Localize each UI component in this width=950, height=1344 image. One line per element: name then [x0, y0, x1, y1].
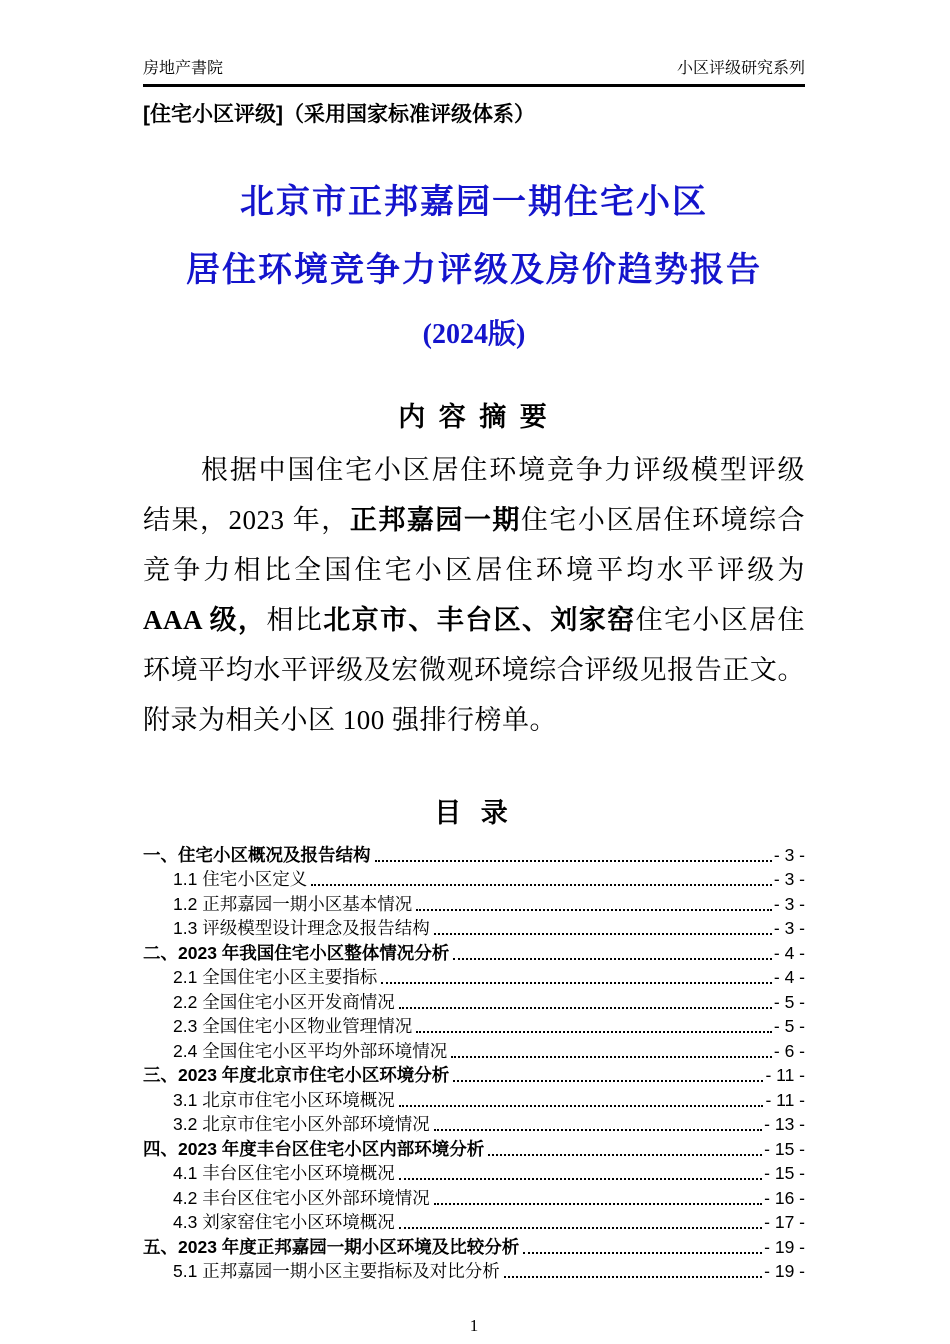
toc-item — [143, 1184, 805, 1209]
toc-item-label: 3.1 北京市住宅小区环境概况 — [173, 1089, 395, 1110]
toc-leader-dots — [453, 1080, 763, 1082]
toc-item — [143, 988, 805, 1013]
toc-item — [143, 866, 805, 891]
toc-leader-dots — [399, 1227, 762, 1229]
toc-item-label: 4.1 丰台区住宅小区环境概况 — [173, 1163, 395, 1183]
report-title-line1: 北京市正邦嘉园一期住宅小区 — [240, 184, 708, 221]
toc-page-number: - 15 - — [764, 1163, 805, 1183]
toc-page-number: - 13 - — [764, 1114, 805, 1134]
toc-page-number: - 4 - — [773, 942, 805, 963]
toc-item-label: 2.2 全国住宅小区开发商情况 — [173, 991, 395, 1012]
toc-item — [143, 1037, 805, 1062]
toc-item — [143, 841, 805, 866]
summary-text: 住宅小区居住环境综合竞争力相比全国住宅小区居住环境平均水平评级为 — [143, 505, 806, 585]
toc-leader-dots — [504, 1276, 762, 1278]
toc-item-label: 三、2023 年度北京市住宅小区环境分析 — [143, 1065, 450, 1085]
toc-leader-dots — [434, 933, 772, 935]
report-type-line: [住宅小区评级]（采用国家标准评级体系） — [143, 103, 535, 126]
toc-item-label: 4.2 丰台区住宅小区外部环境情况 — [173, 1187, 430, 1208]
toc-item — [143, 890, 805, 915]
toc-leader-dots — [399, 1007, 772, 1009]
toc-leader-dots — [523, 1252, 762, 1254]
toc-item — [143, 1086, 805, 1111]
toc-item — [143, 1258, 805, 1283]
toc-page-number: - 11 - — [765, 1065, 805, 1085]
toc-item-label: 2.3 全国住宅小区物业管理情况 — [173, 1016, 413, 1036]
report-title-line2: 居住环境竞争力评级及房价趋势报告 — [186, 252, 762, 289]
toc-item — [143, 915, 805, 940]
toc-item — [143, 1062, 805, 1087]
toc-leader-dots — [311, 884, 772, 886]
toc-item-label: 1.3 评级模型设计理念及报告结构 — [173, 918, 430, 938]
toc-list — [143, 841, 805, 1282]
toc-item — [143, 1135, 805, 1160]
toc-item-label: 一、住宅小区概况及报告结构 — [143, 844, 371, 865]
toc-leader-dots — [416, 909, 772, 911]
toc-item-label: 二、2023 年我国住宅小区整体情况分析 — [143, 942, 450, 963]
toc-leader-dots — [451, 1056, 772, 1058]
summary-bold-text: AAA 级， — [143, 605, 267, 635]
summary-text: 住宅小区居住环境平均水平评级及宏微观环境综合评级见报告正文。附录为相关小区 100 强排行榜单。 — [143, 605, 806, 735]
toc-page-number: - 6 - — [773, 1040, 805, 1061]
toc-heading: 目 录 — [434, 798, 514, 828]
toc-item-label: 2.1 全国住宅小区主要指标 — [173, 967, 378, 987]
summary-text: 根据中国住宅小区居住环境竞争力评级模型评级结果，2023 年， — [143, 455, 805, 535]
toc-item-label: 1.1 住宅小区定义 — [173, 869, 308, 889]
toc-leader-dots — [434, 1203, 762, 1205]
toc-item — [143, 1160, 805, 1185]
toc-page-number: - 19 - — [764, 1236, 805, 1257]
toc-page-number: - 3 - — [773, 918, 805, 938]
toc-item — [143, 964, 805, 989]
toc-leader-dots — [399, 1178, 762, 1180]
toc-item-label: 四、2023 年度丰台区住宅小区内部环境分析 — [143, 1138, 485, 1159]
report-title-edition: (2024版) — [422, 319, 526, 350]
toc-item-label: 1.2 正邦嘉园一期小区基本情况 — [173, 893, 413, 914]
summary-bold-text: 正邦嘉园一期 — [349, 505, 521, 535]
header-left-text: 房地产書院 — [143, 60, 224, 77]
toc-page-number: - 16 - — [764, 1187, 805, 1208]
toc-leader-dots — [488, 1154, 762, 1156]
toc-item-label: 3.2 北京市住宅小区外部环境情况 — [173, 1114, 430, 1134]
toc-item-label: 2.4 全国住宅小区平均外部环境情况 — [173, 1040, 448, 1061]
toc-page-number: - 3 - — [773, 869, 805, 889]
running-header — [143, 58, 805, 87]
toc-item-label: 5.1 正邦嘉园一期小区主要指标及对比分析 — [173, 1261, 500, 1281]
toc-item-label: 4.3 刘家窑住宅小区环境概况 — [173, 1212, 395, 1232]
toc-page-number: - 4 - — [773, 967, 805, 987]
toc-leader-dots — [416, 1031, 772, 1033]
toc-item — [143, 1209, 805, 1234]
header-right-text: 小区评级研究系列 — [676, 60, 805, 77]
toc-page-number: - 5 - — [773, 1016, 805, 1036]
toc-page-number: - 19 - — [764, 1261, 805, 1281]
toc-page-number: - 5 - — [773, 991, 805, 1012]
toc-page-number: - 15 - — [764, 1138, 805, 1159]
footer-page-number: 1 — [469, 1316, 479, 1335]
toc-leader-dots — [375, 860, 772, 862]
toc-item — [143, 1233, 805, 1258]
toc-leader-dots — [453, 958, 772, 960]
toc-leader-dots — [399, 1105, 764, 1107]
toc-item — [143, 1013, 805, 1038]
toc-item — [143, 939, 805, 964]
summary-text: 相比 — [266, 605, 324, 635]
summary-bold-text: 北京市、丰台区、刘家窑 — [323, 605, 636, 635]
toc-page-number: - 17 - — [764, 1212, 805, 1232]
toc-item-label: 五、2023 年度正邦嘉园一期小区环境及比较分析 — [143, 1236, 520, 1257]
toc-item — [143, 1111, 805, 1136]
toc-page-number: - 11 - — [765, 1089, 805, 1110]
summary-paragraph — [143, 445, 805, 745]
toc-leader-dots — [381, 982, 772, 984]
toc-page-number: - 3 - — [773, 893, 805, 914]
summary-heading: 内 容 摘 要 — [398, 402, 550, 432]
toc-page-number: - 3 - — [773, 844, 805, 865]
toc-leader-dots — [434, 1129, 762, 1131]
